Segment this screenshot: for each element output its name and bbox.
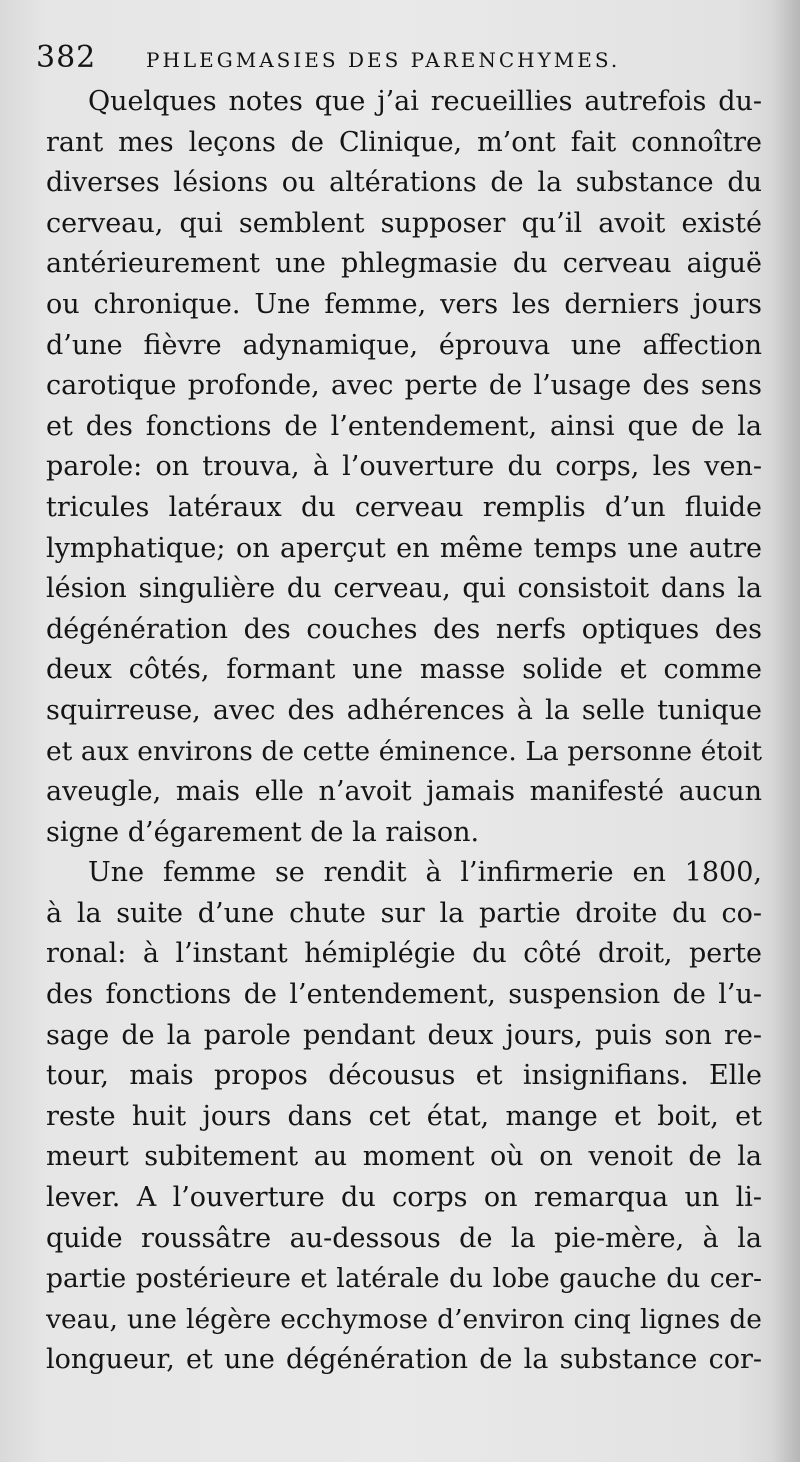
text-line: Une femme se rendit à l’infirmerie en 1800, [88, 857, 762, 889]
text-line: tour, mais propos décousus et insignifians. Elle [46, 1060, 762, 1092]
text-line: Quelques notes que j’ai recueillies autrefois du- [88, 86, 762, 117]
text-line: carotique profonde, avec perte de l’usage des sens [46, 370, 762, 402]
text-line: deux côtés, formant une masse solide et comme [46, 654, 762, 686]
text-line: rant mes leçons de Clinique, m’ont fait connoître [46, 126, 762, 158]
text-line: ronal: à l’instant hémiplégie du côté droit, perte [46, 938, 762, 970]
text-line: à la suite d’une chute sur la partie droite du co- [46, 897, 762, 929]
running-head: PHLEGMASIES DES PARENCHYMES. [146, 48, 621, 72]
text-line: et aux environs de cette éminence. La personne étoit [46, 735, 762, 767]
text-line: longueur, et une dégénération de la substance cor- [46, 1344, 762, 1376]
text-line: veau, une légère ecchymose d’environ cinq lignes de [46, 1303, 762, 1335]
text-line: tricules latéraux du cerveau remplis d’un fluide [46, 491, 762, 523]
text-line: d’une fièvre adynamique, éprouva une affection [46, 329, 762, 361]
text-line: reste huit jours dans cet état, mange et boit, et [46, 1100, 762, 1132]
text-line: sage de la parole pendant deux jours, puis son re- [46, 1019, 762, 1051]
text-line: lymphatique; on aperçut en même temps une autre [46, 532, 762, 564]
page-number: 382 [36, 40, 97, 75]
text-line: quide roussâtre au-dessous de la pie-mère, à la [46, 1222, 762, 1254]
binding-shadow [772, 0, 800, 1462]
text-line: squirreuse, avec des adhérences à la selle tunique [46, 694, 762, 726]
text-line: cerveau, qui semblent supposer qu’il avoit existé [46, 207, 762, 239]
body-text [46, 82, 762, 1381]
text-line: lever. A l’ouverture du corps on remarqua un li- [46, 1182, 762, 1214]
paragraph-1 [46, 82, 762, 853]
text-line: ou chronique. Une femme, vers les derniers jours [46, 288, 762, 320]
text-line: antérieurement une phlegmasie du cerveau aiguë [46, 248, 762, 280]
text-line: et des fonctions de l’entendement, ainsi que de la [46, 410, 762, 442]
text-line: partie postérieure et latérale du lobe gauche du cer- [46, 1263, 762, 1295]
text-line: parole: on trouva, à l’ouverture du corps, les ven- [46, 451, 762, 483]
text-line: dégénération des couches des nerfs optiques des [46, 613, 762, 645]
text-line: aveugle, mais elle n’avoit jamais manifesté aucun [46, 776, 762, 808]
text-line: signe d’égarement de la raison. [46, 816, 480, 848]
text-line: diverses lésions ou altérations de la substance du [46, 167, 762, 199]
text-line: meurt subitement au moment où on venoit de la [46, 1141, 762, 1173]
page-header [36, 40, 696, 80]
text-line: lésion singulière du cerveau, qui consistoit dans la [46, 573, 762, 605]
text-line: des fonctions de l’entendement, suspension de l’u- [46, 979, 762, 1011]
paragraph-2 [46, 853, 762, 1381]
